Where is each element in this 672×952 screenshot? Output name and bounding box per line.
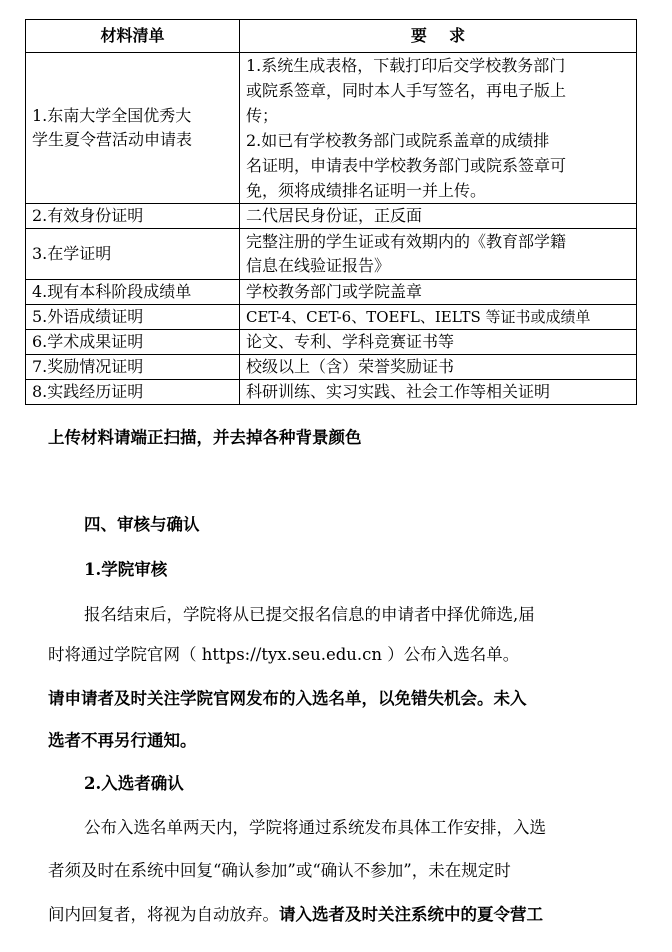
material-name-line: 学生夏令营活动申请表 [32,130,193,149]
table-row [26,53,637,204]
table-row [26,305,637,330]
material-name: 3.在学证明 [26,229,240,280]
requirement-line: 1.系统生成表格，下载打印后交学校教务部门 [246,56,566,75]
upload-note: 上传材料请端正扫描，并去掉各种背景颜色 [48,428,362,447]
material-requirement [240,229,637,280]
requirement-line: 名证明，申请表中学校教务部门或院系签章可 [246,156,567,175]
table-row [26,330,637,355]
requirement-line: 传； [246,106,279,125]
requirement-line: 免，须将成绩排名证明一并上传。 [246,181,487,200]
material-requirement [240,53,637,204]
section-heading: 四、审核与确认 [84,515,200,534]
materials-table [25,19,637,405]
notice-line: 请申请者及时关注学院官网发布的入选名单，以免错失机会。未入 [48,689,527,708]
paragraph-line: 报名结束后，学院将从已提交报名信息的申请者中择优筛选,届 [84,605,535,624]
material-requirement: 科研训练、实习实践、社会工作等相关证明 [240,380,637,405]
table-row [26,355,637,380]
material-name [26,53,240,204]
material-name-line: 1.东南大学全国优秀大 [32,106,192,125]
table-row [26,229,637,280]
paragraph-text: 间内回复者，将视为自动放弃。 [48,905,279,924]
material-name: 8.实践经历证明 [26,380,240,405]
table-row [26,380,637,405]
notice-line: 选者不再另行通知。 [48,731,197,750]
table-row [26,204,637,229]
material-name: 7.奖励情况证明 [26,355,240,380]
table-header-row [26,20,637,53]
requirement-line: 信息在线验证报告》 [246,256,391,275]
subsection-title: 2.入选者确认 [84,774,184,793]
material-name: 2.有效身份证明 [26,204,240,229]
paragraph-line: 时将通过学院官网（ https://tyx.seu.edu.cn ）公布入选名单。 [48,645,520,664]
header-requirements: 要 求 [240,20,637,53]
requirement-line: 2.如已有学校教务部门或院系盖章的成绩排 [246,131,550,150]
material-requirement: CET-4、CET-6、TOEFL、IELTS 等证书或成绩单 [240,305,637,330]
material-requirement: 论文、专利、学科竞赛证书等 [240,330,637,355]
header-materials: 材料清单 [26,20,240,53]
material-name: 4.现有本科阶段成绩单 [26,280,240,305]
material-requirement: 学校教务部门或学院盖章 [240,280,637,305]
subsection-title: 1.学院审核 [84,560,168,579]
material-name: 5.外语成绩证明 [26,305,240,330]
material-requirement: 校级以上（含）荣誉奖励证书 [240,355,637,380]
table-row [26,280,637,305]
paragraph-line: 公布入选名单两天内，学院将通过系统发布具体工作安排，入选 [84,818,546,837]
paragraph-line: 者须及时在系统中回复“确认参加”或“确认不参加”，未在规定时 [48,861,511,880]
paragraph-line [48,901,543,925]
material-requirement: 二代居民身份证，正反面 [240,204,637,229]
requirement-line: 完整注册的学生证或有效期内的《教育部学籍 [246,232,567,251]
notice-text: 请入选者及时关注系统中的夏令营工 [279,905,543,924]
material-name: 6.学术成果证明 [26,330,240,355]
requirement-line: 或院系签章，同时本人手写签名，再电子版上 [246,81,567,100]
